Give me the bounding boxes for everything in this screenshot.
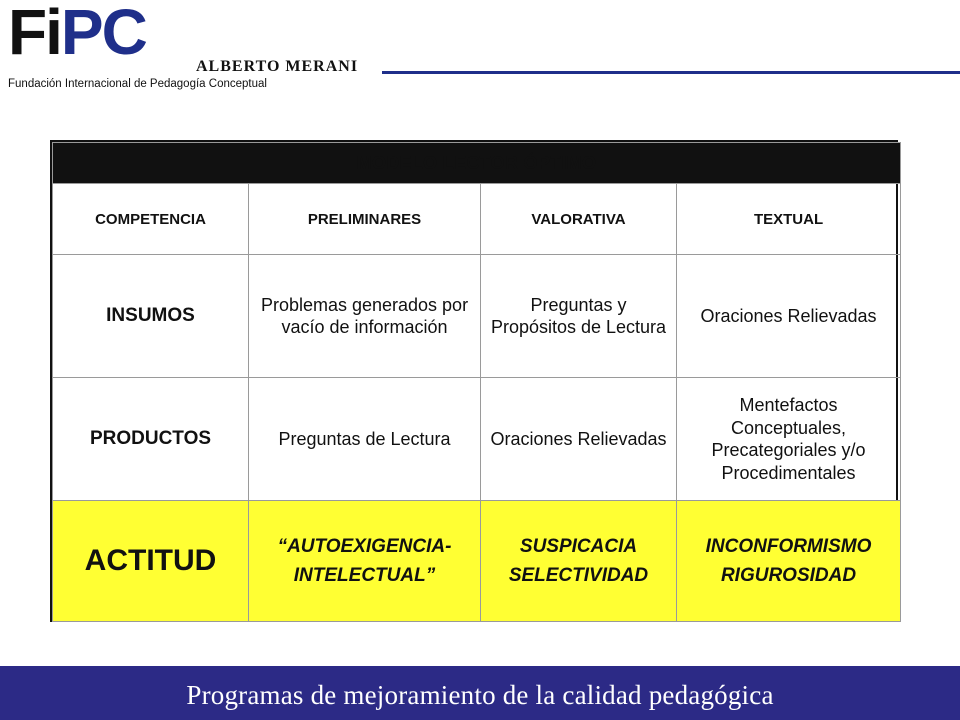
fipc-logo — [8, 0, 388, 94]
logo-mark — [8, 0, 146, 68]
reader-model-table — [50, 140, 898, 622]
table-title-row — [53, 143, 901, 184]
table-cell: “AUTOEXIGENCIA-INTELECTUAL” — [249, 501, 481, 622]
table-cell: INCONFORMISMO RIGUROSIDAD — [677, 501, 901, 622]
row-header: INSUMOS — [53, 255, 249, 378]
column-header: VALORATIVA — [481, 184, 677, 255]
column-header: COMPETENCIA — [53, 184, 249, 255]
table-row — [53, 378, 901, 501]
table-cell: Mentefactos Conceptuales, Precategoriales y/o Procedimentales — [677, 378, 901, 501]
table-cell: Oraciones Relievadas — [481, 378, 677, 501]
row-header: PRODUCTOS — [53, 378, 249, 501]
table-title: MODELO LECTOR ÓPTIMO — [53, 143, 901, 184]
table-header-row — [53, 184, 901, 255]
table-cell: Problemas generados por vacío de información — [249, 255, 481, 378]
logo-letters-fi: Fi — [8, 0, 61, 68]
logo-subtitle: ALBERTO MERANI — [196, 58, 359, 75]
column-header: TEXTUAL — [677, 184, 901, 255]
table-cell: SUSPICACIA SELECTIVIDAD — [481, 501, 677, 622]
column-header: PRELIMINARES — [249, 184, 481, 255]
logo-letters-pc: PC — [60, 0, 146, 68]
table-cell: Oraciones Relievadas — [677, 255, 901, 378]
row-header: ACTITUD — [53, 501, 249, 622]
logo-tagline: Fundación Internacional de Pedagogía Conceptual — [8, 78, 267, 90]
table-row — [53, 255, 901, 378]
footer-banner — [0, 666, 960, 720]
table-cell: Preguntas y Propósitos de Lectura — [481, 255, 677, 378]
header — [0, 0, 960, 100]
table-cell: Preguntas de Lectura — [249, 378, 481, 501]
table-row-highlighted — [53, 501, 901, 622]
footer-text: Programas de mejoramiento de la calidad pedagógica — [186, 680, 774, 710]
header-divider — [382, 71, 960, 74]
